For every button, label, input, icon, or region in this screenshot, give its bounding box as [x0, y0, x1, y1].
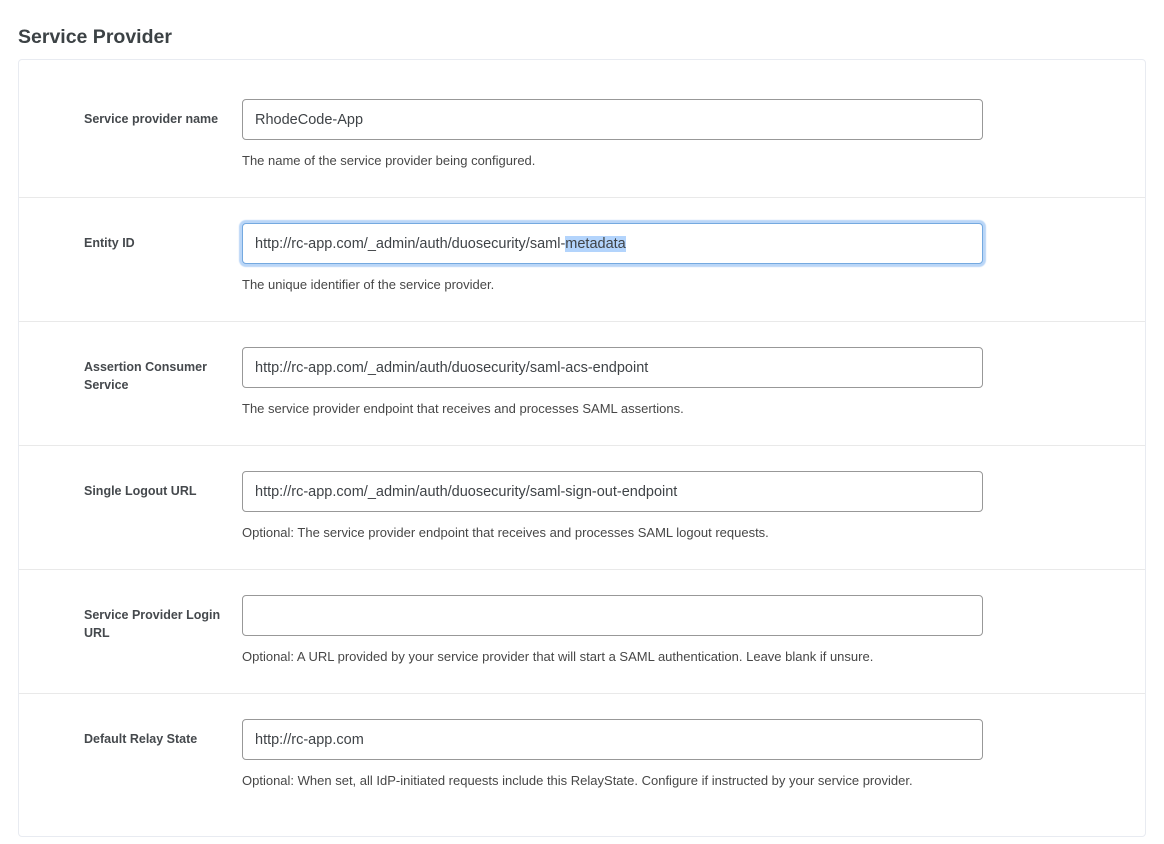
default-relay-state-help: Optional: When set, all IdP-initiated requests include this RelayState. Configure if instructed by your service provider. [242, 773, 913, 788]
single-logout-url-label: Single Logout URL [84, 484, 197, 498]
entity-id-value-unselected: http://rc-app.com/_admin/auth/duosecurity/saml- [255, 235, 566, 252]
field-row-service-provider-login-url [19, 569, 1145, 693]
single-logout-url-input[interactable] [242, 471, 983, 512]
service-provider-login-url-input[interactable] [242, 595, 983, 636]
field-row-single-logout-url [19, 445, 1145, 569]
service-provider-login-url-label: Service Provider Login URL [84, 608, 221, 640]
field-row-entity-id [19, 197, 1145, 321]
service-provider-name-control [242, 99, 1125, 169]
field-row-service-provider-name [19, 74, 1145, 197]
assertion-consumer-service-help: The service provider endpoint that receives and processes SAML assertions. [242, 401, 684, 416]
assertion-consumer-service-control [242, 347, 1125, 417]
default-relay-state-input[interactable] [242, 719, 983, 760]
service-provider-name-help: The name of the service provider being configured. [242, 153, 536, 168]
default-relay-state-label: Default Relay State [84, 732, 198, 746]
entity-id-input[interactable] [242, 223, 983, 264]
assertion-consumer-service-input[interactable] [242, 347, 983, 388]
entity-id-help: The unique identifier of the service provider. [242, 277, 495, 292]
field-row-assertion-consumer-service [19, 321, 1145, 445]
page-title: Service Provider [18, 26, 172, 48]
service-provider-login-url-control [242, 595, 1125, 665]
service-provider-name-input[interactable] [242, 99, 983, 140]
entity-id-label: Entity ID [84, 236, 135, 250]
default-relay-state-control [242, 719, 1125, 789]
single-logout-url-help: Optional: The service provider endpoint that receives and processes SAML logout requests. [242, 525, 769, 540]
entity-id-control [242, 223, 1125, 293]
assertion-consumer-service-label: Assertion Consumer Service [84, 360, 207, 392]
service-provider-name-label: Service provider name [84, 112, 219, 126]
service-provider-login-url-help: Optional: A URL provided by your service provider that will start a SAML authentication. Leave blank if unsure. [242, 649, 874, 664]
single-logout-url-control [242, 471, 1125, 541]
field-row-default-relay-state [19, 693, 1145, 817]
entity-id-value-selected: metadata [565, 235, 626, 252]
service-provider-panel [18, 59, 1146, 837]
